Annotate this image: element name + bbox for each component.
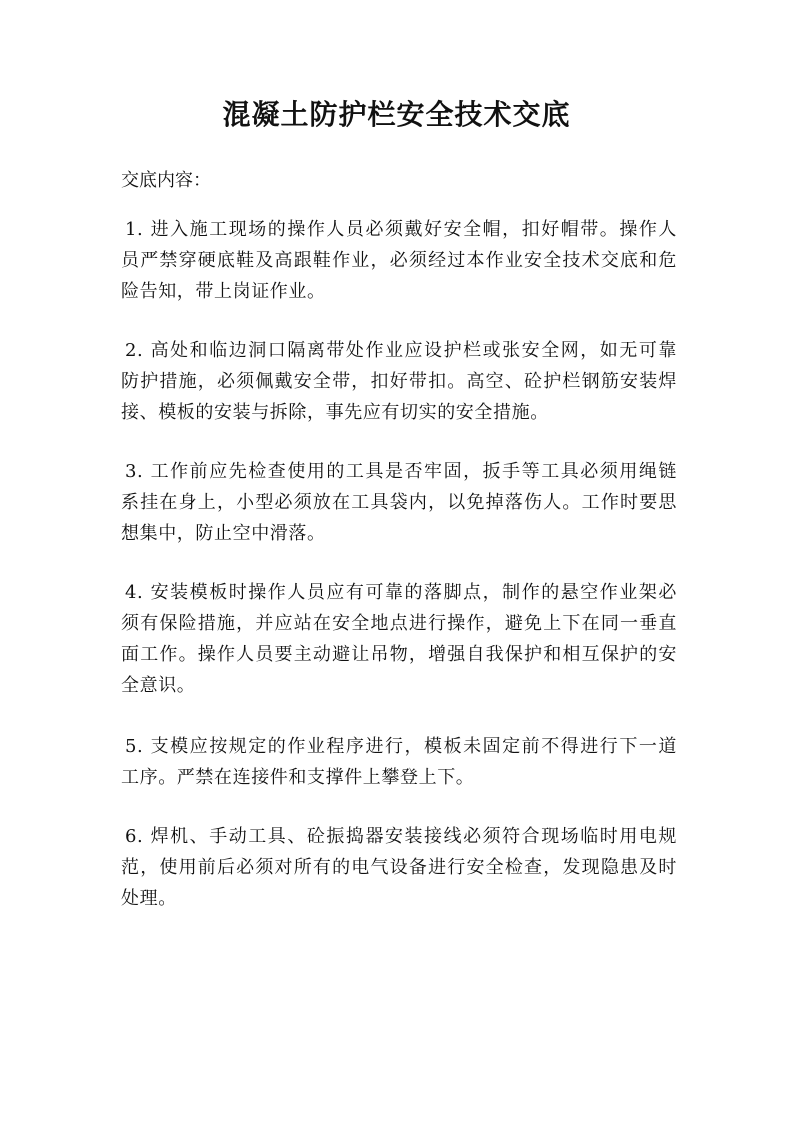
list-item-line: 全意识。 <box>121 675 196 696</box>
list-item-line: 面工作。操作人员要主动避让吊物，增强自我保护和相互保护的安 <box>121 644 677 665</box>
list-item-line: 4. 安装模板时操作人员应有可靠的落脚点，制作的悬空作业架必 <box>125 582 677 603</box>
list-item-line: 想集中，防止空中滑落。 <box>121 523 326 544</box>
list-item-line: 2. 高处和临边洞口隔离带处作业应设护栏或张安全网，如无可靠 <box>125 340 677 361</box>
list-item-line: 须有保险措施，并应站在安全地点进行操作，避免上下在同一垂直 <box>121 613 677 634</box>
list-item-line: 接、模板的安装与拆除，事先应有切实的安全措施。 <box>121 402 549 423</box>
list-item-3 <box>121 456 677 549</box>
list-item-line: 工序。严禁在连接件和支撑件上攀登上下。 <box>121 767 475 788</box>
list-item-2 <box>121 335 677 428</box>
list-item-line: 系挂在身上，小型必须放在工具袋内，以免掉落伤人。工作时要思 <box>121 492 677 513</box>
list-item-4 <box>121 577 677 701</box>
intro-label: 交底内容： <box>121 170 211 191</box>
list-item-line: 险告知，带上岗证作业。 <box>121 281 326 302</box>
document-title: 混凝土防护栏安全技术交底 <box>222 98 571 131</box>
list-item-line: 1. 进入施工现场的操作人员必须戴好安全帽，扣好帽带。操作人 <box>125 219 677 240</box>
list-item-5 <box>121 731 677 793</box>
list-item-1 <box>121 214 677 307</box>
list-item-line: 员严禁穿硬底鞋及高跟鞋作业，必须经过本作业安全技术交底和危 <box>121 250 677 271</box>
list-item-line: 3. 工作前应先检查使用的工具是否牢固，扳手等工具必须用绳链 <box>125 461 677 482</box>
list-item-6 <box>121 821 677 914</box>
list-item-line: 6. 焊机、手动工具、砼振捣器安装接线必须符合现场临时用电规 <box>125 826 677 847</box>
list-item-line: 处理。 <box>121 888 177 909</box>
list-item-line: 防护措施，必须佩戴安全带，扣好带扣。高空、砼护栏钢筋安装焊 <box>121 371 677 392</box>
list-item-line: 范，使用前后必须对所有的电气设备进行安全检查，发现隐患及时 <box>121 857 677 878</box>
list-item-line: 5. 支模应按规定的作业程序进行，模板未固定前不得进行下一道 <box>125 736 677 757</box>
